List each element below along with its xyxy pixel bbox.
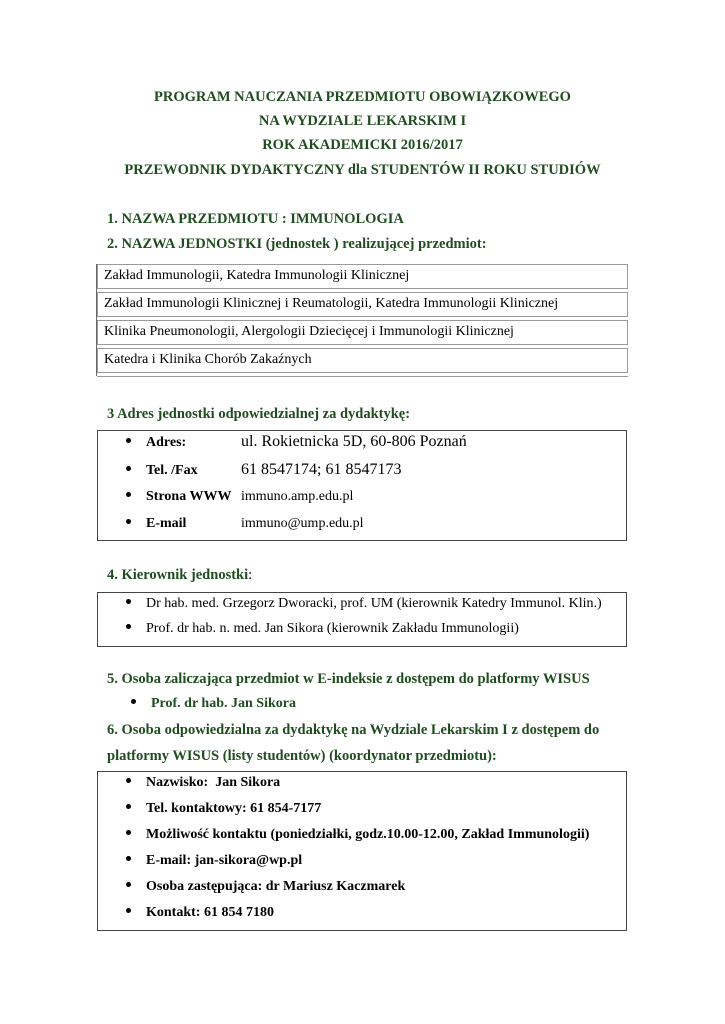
unit-row: Katedra i Klinika Chorób Zakaźnych <box>97 348 628 373</box>
section-1-title: 1. NAZWA PRZEDMIOTU : IMMUNOLOGIA <box>107 211 404 227</box>
section-6-title-line-1: 6. Osoba odpowiedzialna za dydaktykę na Wydziale Lekarskim I z dostępem do <box>107 722 600 738</box>
head-text: Dr hab. med. Grzegorz Dworacki, prof. UM (kierownik Katedry Immunol. Klin.) <box>146 596 602 611</box>
coordinator-item <box>126 801 321 817</box>
coordinator-item <box>126 853 302 869</box>
address-label: Adres: <box>146 435 187 450</box>
tel-item <box>126 461 401 479</box>
bullet-icon <box>126 856 131 861</box>
section-4-title <box>107 567 252 584</box>
email-item <box>126 516 364 532</box>
bullet-icon <box>126 519 131 524</box>
units-left-border <box>96 264 97 376</box>
www-item <box>126 489 353 505</box>
unit-row: Zakład Immunologii Klinicznej i Reumatologii, Katedra Immunologii Klinicznej <box>97 292 628 317</box>
header-line-2: NA WYDZIALE LEKARSKIM I <box>258 113 467 129</box>
unit-row: Klinika Pneumonologii, Alergologii Dziecięcej i Immunologii Klinicznej <box>97 320 628 345</box>
coordinator-name: Nazwisko: Jan Sikora <box>146 775 281 790</box>
section-4-colon: : <box>248 567 253 583</box>
section-5-person-name: Prof. dr hab. Jan Sikora <box>151 696 296 711</box>
bullet-icon <box>126 908 131 913</box>
coordinator-item <box>126 827 589 843</box>
bullet-icon <box>126 492 131 497</box>
header-line-3: ROK AKADEMICKI 2016/2017 <box>262 137 463 153</box>
bullet-icon <box>126 882 131 887</box>
section-3-title: 3 Adres jednostki odpowiedzialnej za dydaktykę: <box>107 406 411 422</box>
bullet-icon <box>126 624 131 629</box>
coordinator-item <box>126 879 405 895</box>
coordinator-deputy-contact: Kontakt: 61 854 7180 <box>146 905 274 920</box>
address-item <box>126 433 467 451</box>
head-item <box>126 621 519 637</box>
coordinator-item <box>126 905 274 921</box>
bullet-icon <box>126 804 131 809</box>
email-label: E-mail <box>146 516 187 531</box>
email-link[interactable]: immuno@ump.edu.pl <box>241 516 364 531</box>
units-bottom-border <box>97 376 628 377</box>
tel-value: 61 8547174; 61 8547173 <box>241 461 402 478</box>
bullet-icon <box>126 830 131 835</box>
bullet-icon <box>126 599 131 604</box>
head-text: Prof. dr hab. n. med. Jan Sikora (kierownik Zakładu Immunologii) <box>146 621 519 636</box>
unit-row: Zakład Immunologii, Katedra Immunologii Klinicznej <box>97 264 628 289</box>
section-5-title: 5. Osoba zaliczająca przedmiot w E-indeksie z dostępem do platformy WISUS <box>107 671 590 687</box>
head-item <box>126 596 602 612</box>
section-5-person <box>131 696 296 712</box>
www-label: Strona WWW <box>146 489 232 504</box>
header-line-1: PROGRAM NAUCZANIA PRZEDMIOTU OBOWIĄZKOWEGO <box>154 89 571 105</box>
coordinator-item <box>126 775 280 791</box>
header-line-4: PRZEWODNIK DYDAKTYCZNY dla STUDENTÓW II ROKU STUDIÓW <box>124 162 601 178</box>
coordinator-phone: Tel. kontaktowy: 61 854-7177 <box>146 801 322 816</box>
address-value: ul. Rokietnicka 5D, 60-806 Poznań <box>241 433 467 450</box>
www-link[interactable]: immuno.amp.edu.pl <box>241 489 354 504</box>
coordinator-deputy: Osoba zastępująca: dr Mariusz Kaczmarek <box>146 879 406 894</box>
bullet-icon <box>126 466 131 471</box>
bullet-icon <box>126 778 131 783</box>
section-2-title: 2. NAZWA JEDNOSTKI (jednostek ) realizującej przedmiot: <box>107 236 487 252</box>
coordinator-email[interactable]: E-mail: jan-sikora@wp.pl <box>146 853 303 868</box>
bullet-icon <box>131 699 136 704</box>
coordinator-contact-hours: Możliwość kontaktu (poniedziałki, godz.10.00-12.00, Zakład Immunologii) <box>146 827 590 842</box>
bullet-icon <box>126 438 131 443</box>
section-4-label: 4. Kierownik jednostki <box>107 567 249 583</box>
tel-label: Tel. /Fax <box>146 463 198 478</box>
section-6-title-line-2: platformy WISUS (listy studentów) (koordynator przedmiotu): <box>107 748 497 764</box>
